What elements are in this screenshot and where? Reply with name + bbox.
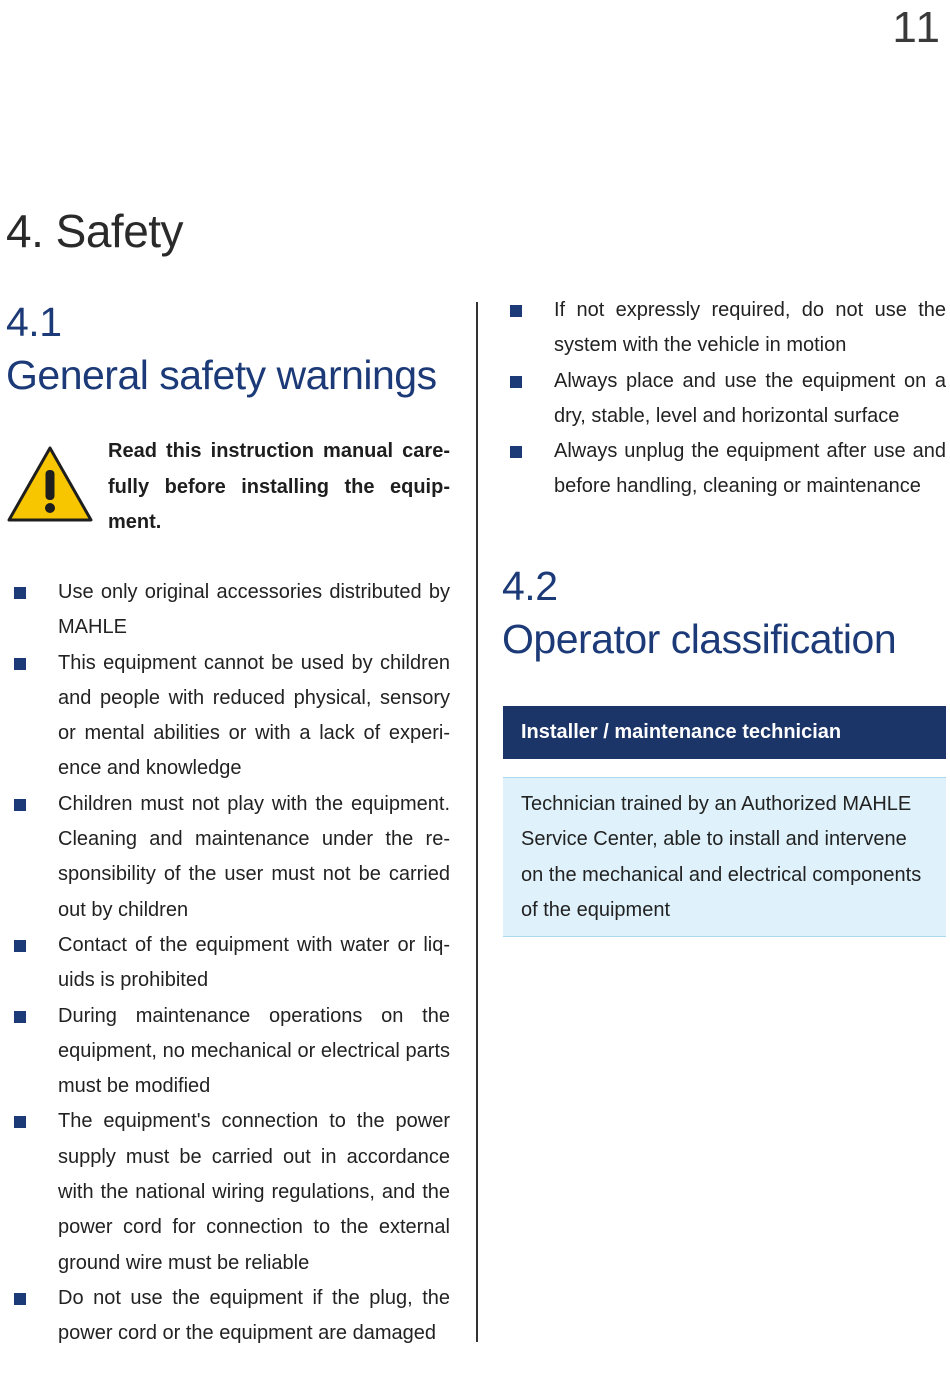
operator-classification-table [503, 706, 946, 937]
list-item-text: During maintenance operations on the equipment, no mechanical or electrical parts must be modified [58, 1004, 450, 1098]
list-item-text: Use only original accessories distributed by MAHLE [58, 581, 450, 639]
section-number: 4.1 [6, 299, 62, 345]
section-number: 4.2 [502, 563, 558, 609]
warning-notice [6, 434, 450, 534]
square-bullet-icon [14, 587, 26, 599]
list-item [6, 575, 450, 646]
list-item-text: This equipment cannot be used by children and people with reduced physical, sensory or mental abilities or with a lack of experience and knowledge [58, 651, 450, 780]
list-item [502, 364, 946, 435]
square-bullet-icon [14, 799, 26, 811]
list-item-text: Always unplug the equipment after use and before handling, cleaning or maintenance [554, 440, 946, 498]
safety-list-left [6, 575, 450, 1352]
list-item [6, 928, 450, 999]
list-item [6, 646, 450, 787]
table-header: Installer / maintenance technician [503, 706, 946, 759]
list-item [6, 999, 450, 1105]
chapter-title: 4. Safety [6, 205, 184, 257]
square-bullet-icon [14, 658, 26, 670]
column-divider [476, 302, 478, 1342]
list-item-text: Always place and use the equipment on a dry, stable, level and horizontal surface [554, 369, 946, 427]
list-item [6, 787, 450, 928]
square-bullet-icon [510, 446, 522, 458]
safety-list-right [502, 293, 946, 505]
section-title: Operator classification [502, 616, 897, 662]
section-title: General safety warnings [6, 352, 437, 398]
square-bullet-icon [14, 1011, 26, 1023]
section-heading-4-1 [6, 296, 437, 402]
list-item-text: The equipment's connection to the power supply must be carried out in accordance with the national wiring regulations, and the power cord for connection to the external ground wire must be reliable [58, 1110, 450, 1274]
list-item [502, 434, 946, 505]
warning-triangle-icon [6, 444, 94, 524]
table-body: Technician trained by an Authorized MAHLE Service Center, able to install and intervene on the mechanical and electrical components of the equipment [503, 777, 946, 937]
section-heading-4-2 [502, 560, 896, 666]
square-bullet-icon [14, 1293, 26, 1305]
list-item-text: Contact of the equipment with water or liquids is prohibited [58, 933, 450, 992]
list-item-text: Children must not play with the equipment. Cleaning and maintenance under the responsibility of the user must not be carried out by children [58, 792, 450, 921]
warning-text: Read this instruction manual carefully before installing the equipment. [108, 440, 450, 533]
list-item [6, 1281, 450, 1352]
list-item [6, 1104, 450, 1280]
page-number: 11 [892, 3, 942, 52]
square-bullet-icon [14, 940, 26, 952]
square-bullet-icon [510, 305, 522, 317]
square-bullet-icon [14, 1116, 26, 1128]
list-item [502, 293, 946, 364]
list-item-text: If not expressly required, do not use the system with the vehicle in motion [554, 299, 946, 357]
list-item-text: Do not use the equipment if the plug, the power cord or the equipment are damaged [58, 1286, 450, 1345]
square-bullet-icon [510, 376, 522, 388]
